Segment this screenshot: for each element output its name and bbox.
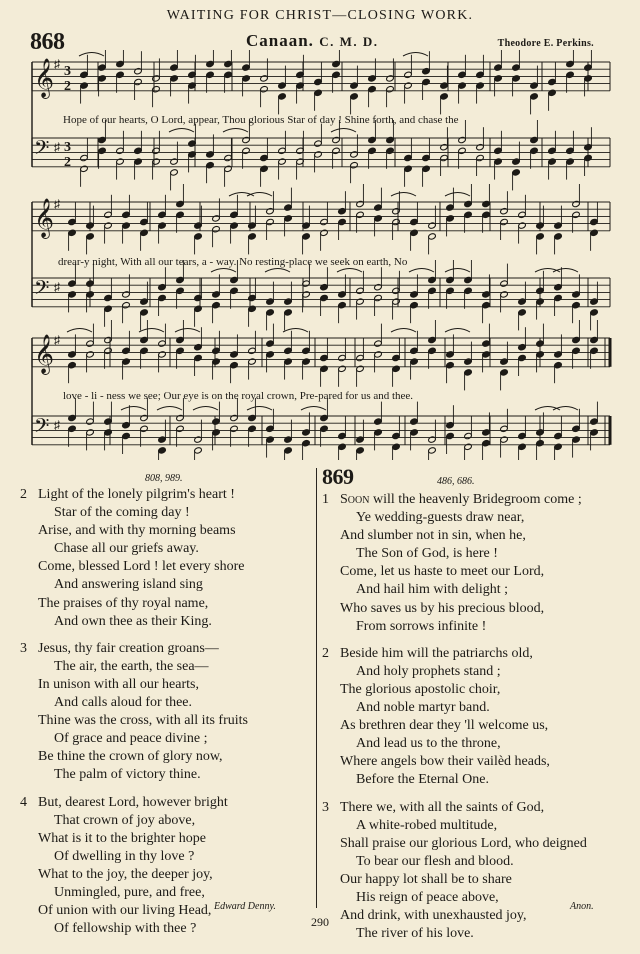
slur-arc	[223, 129, 248, 133]
treble-clef-icon: 𝄞	[34, 200, 55, 237]
treble-clef-icon: 𝄞	[34, 60, 55, 97]
slur-arc	[121, 407, 146, 411]
slur-arc	[337, 269, 362, 273]
sharp-icon: ♯	[54, 57, 60, 71]
time-signature-top: 3	[64, 140, 71, 155]
verses-869	[322, 491, 587, 943]
verse-869-1: 1 Soon will the heavenly Bridegroom come ; Ye wedding-guests draw near, And slumber not in sin, when he, The Son of God, is here ! Come, let us haste to meet our Lord, And hail him with delight ; Who saves us by his precious blood, From sorrows infinite !	[322, 492, 582, 634]
slur-arc	[391, 193, 416, 197]
slur-arc	[139, 329, 164, 333]
slur-arc	[301, 407, 326, 411]
verse-869-3: 3 There we, with all the saints of God, A white-robed multitude, Shall praise our glorious Lord, who deigned To bear our flesh and blood. Our happy lot shall be to share His reign of peace above, And drink, with unexhausted joy, The river of his love.	[322, 799, 587, 942]
slur-arc	[331, 129, 356, 133]
slur-arc	[169, 129, 194, 133]
slur-arc	[391, 329, 416, 333]
author-868: Edward Denny.	[214, 901, 276, 912]
tune-references-868: 808, 989.	[145, 473, 183, 484]
slur-arc	[211, 269, 236, 273]
slur-arc	[79, 53, 104, 57]
slur-arc	[445, 329, 470, 333]
column-divider	[316, 468, 317, 908]
slur-arc	[67, 329, 92, 333]
slur-arc	[157, 407, 182, 411]
lyric-line-3: love - li - ness we see; Our eye is on the royal crown, Pre-pared for us and thee.	[63, 390, 414, 402]
lyric-line-1: Hope of our hearts, O Lord, appear, Thou glorious Star of day ! Shine forth, and chase the	[63, 114, 459, 126]
treble-clef-icon: 𝄞	[34, 336, 55, 373]
slur-arc	[283, 329, 308, 333]
bass-clef-icon: 𝄢	[34, 138, 50, 164]
bass-clef-icon: 𝄢	[34, 278, 50, 304]
verse-868-3: 3 Jesus, thy fair creation groans— The air, the earth, the sea— In unison with all our hearts, And calls aloud for thee. Thine was the cross, with all its fruits Of grace and peace divine ; Be thine the crown of glory now, The palm of victory thine.	[20, 640, 248, 783]
slur-arc	[445, 193, 470, 197]
sharp-icon: ♯	[54, 280, 60, 294]
verse-868-4: 4 But, dearest Lord, however bright That crown of joy above, What is it to the brighter hope Of dwelling in thy love ? What to the joy, the deeper joy, Unmingled, pure, and free, Of union with our living Head, Of fellowship with thee ?	[20, 794, 228, 937]
slur-arc	[403, 53, 428, 57]
hymn-number-869: 869	[322, 464, 354, 489]
slur-arc	[247, 407, 272, 411]
slur-arc	[445, 269, 470, 273]
lyric-line-2: drear-y night, With all our tears, a - way. No resting-place we seek on earth, No	[58, 256, 408, 268]
time-signature-top: 3	[64, 64, 71, 79]
time-signature-bottom: 2	[64, 79, 71, 94]
verses-868	[20, 486, 248, 938]
verse-868-2: 2 Light of the lonely pilgrim's heart ! Star of the coming day ! Arise, and with thy morning beams Chase all our griefs away. Come, blessed Lord ! let every shore And answering island sing The praises of thy royal name, And own thee as their King.	[20, 487, 245, 629]
sharp-icon: ♯	[54, 140, 60, 154]
slur-arc	[265, 269, 290, 273]
sharp-icon: ♯	[54, 197, 60, 211]
composer-credit: Theodore E. Perkins.	[497, 38, 594, 49]
slur-arc	[175, 329, 200, 333]
running-head: WAITING FOR CHRIST—CLOSING WORK.	[166, 8, 474, 23]
slur-arc	[247, 193, 272, 197]
tune-name: Canaan.	[246, 31, 314, 50]
author-869: Anon.	[570, 901, 594, 912]
sharp-icon: ♯	[54, 333, 60, 347]
tune-references-869: 486, 686.	[437, 476, 475, 487]
slur-arc	[553, 407, 578, 411]
slur-arc	[409, 269, 434, 273]
slur-arc	[193, 407, 218, 411]
page-number: 290	[311, 915, 329, 929]
tune-title	[246, 31, 378, 51]
slur-arc	[553, 269, 578, 273]
time-signature-bottom: 2	[64, 155, 71, 170]
bass-clef-icon: 𝄢	[34, 416, 50, 442]
sharp-icon: ♯	[54, 418, 60, 432]
hymn-number-868: 868	[30, 29, 65, 55]
tune-meter: C. M. D.	[319, 34, 379, 49]
verse-869-2: 2 Beside him will the patriarchs old, And holy prophets stand ; The glorious apostolic choir, And noble martyr band. As brethren dear they 'll welcome us, And lead us to the throne, Where angels bow their vailèd heads, Before the Eternal One.	[322, 645, 550, 788]
